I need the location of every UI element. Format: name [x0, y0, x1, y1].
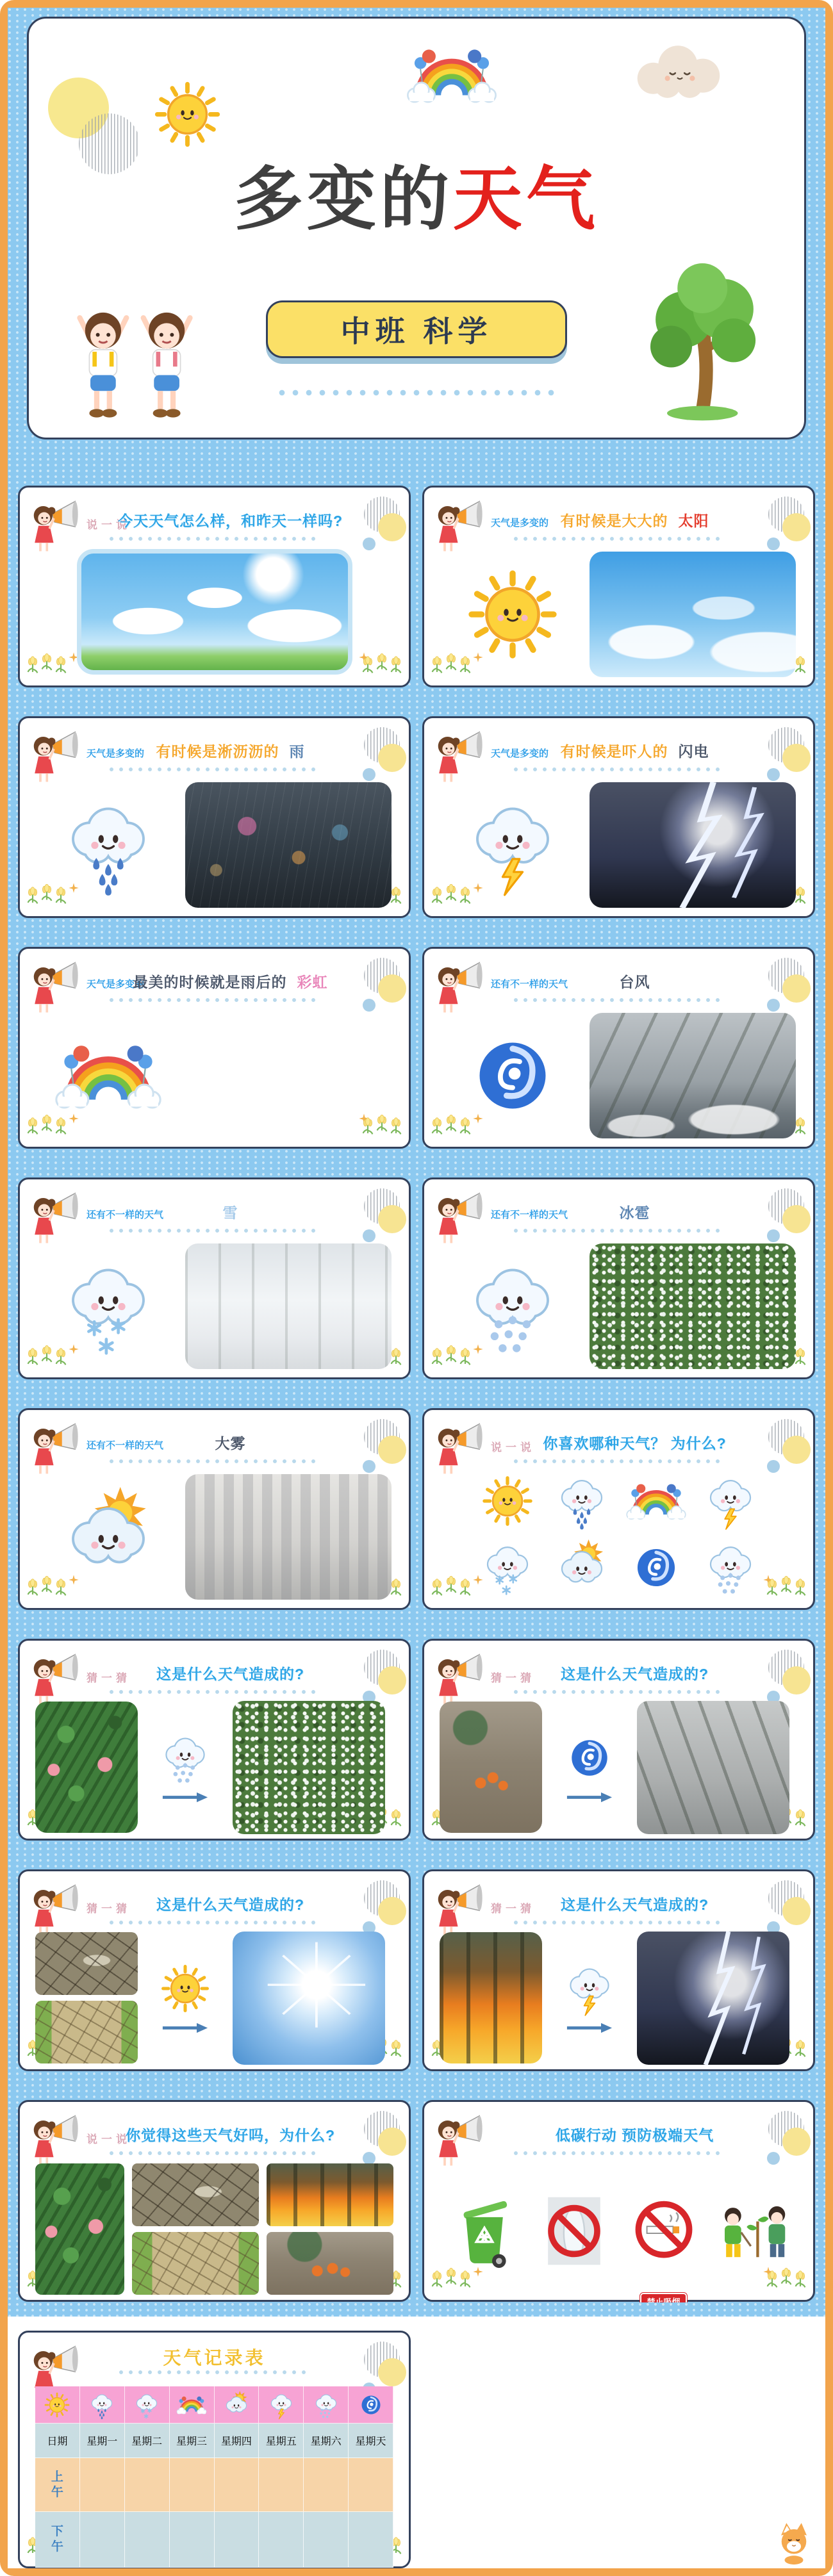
slide-content — [440, 549, 798, 679]
yellow-circle-decoration — [378, 1666, 406, 1694]
title-card — [27, 17, 806, 439]
cracked-earth-photo — [35, 1932, 138, 1995]
slide-2 — [18, 486, 411, 687]
pm-cell — [349, 2512, 393, 2568]
blue-circle-decoration — [767, 1460, 780, 1473]
forest-fire-photo — [440, 1932, 542, 2063]
flood-rescue-photo — [267, 2232, 393, 2295]
slide-title-part: 这是什么天气造成的? — [156, 1896, 305, 1913]
compare-left — [35, 1702, 138, 1833]
rainy-city-photo — [185, 782, 392, 908]
slide-badge: 还有不一样的天气 — [491, 1210, 568, 1220]
slide-title-part: 雨 — [289, 743, 305, 760]
hail-cloud-icon — [702, 1539, 759, 1596]
typhoon-icon — [628, 1539, 684, 1596]
day-label: 星期三 — [176, 2436, 208, 2447]
slide-content — [440, 1241, 798, 1371]
slide-15 — [422, 1869, 815, 2071]
pm-cell — [35, 2512, 80, 2568]
sun-icon — [479, 1473, 536, 1529]
table-day-cell — [215, 2424, 260, 2458]
yellow-circle-decoration — [378, 1897, 406, 1925]
yellow-circle-decoration — [378, 974, 406, 1003]
dotted-divider — [109, 1228, 320, 1234]
slide-title — [78, 1662, 383, 1684]
slide-title-part: 冰雹 — [619, 1204, 650, 1221]
slide-content — [440, 2169, 798, 2293]
sun-icon — [463, 564, 563, 664]
slide-badge: 说一说 — [491, 1441, 535, 1454]
arrow-right-icon — [566, 1791, 613, 1804]
slide-title-part: 太阳 — [678, 513, 709, 529]
slide-row — [8, 688, 825, 919]
lightning-storm-photo — [590, 782, 796, 908]
slide-badge: 天气是多变的 — [491, 518, 549, 529]
slide-title — [482, 1432, 788, 1453]
blue-circle-decoration — [363, 537, 375, 550]
slide-11 — [422, 1408, 815, 1610]
tree-icon — [642, 254, 767, 422]
slide-4 — [18, 716, 411, 918]
dotted-divider — [109, 767, 320, 773]
table-icon-cell — [259, 2386, 304, 2424]
slide-content — [35, 1472, 393, 1602]
slide-title-part: 天气记录表 — [163, 2348, 266, 2368]
yellow-circle-decoration — [378, 2358, 406, 2386]
dotted-divider — [279, 389, 554, 397]
pm-cell — [80, 2512, 125, 2568]
yellow-circle-decoration — [782, 2128, 811, 2156]
sun-icon — [43, 2391, 71, 2419]
cracked-earth-photo — [132, 2163, 259, 2226]
slide-title — [78, 971, 383, 992]
blue-circle-decoration — [767, 1229, 780, 1242]
dotted-divider — [513, 536, 725, 542]
lightning-cloud-icon — [563, 1962, 616, 2015]
table-icon-cell — [304, 2386, 349, 2424]
yellow-circle-decoration — [378, 1436, 406, 1464]
sun-cloud-icon — [58, 1487, 158, 1587]
slide-content — [35, 1702, 393, 1832]
hail-leaves-photo — [233, 1701, 385, 1834]
slide-row — [8, 1149, 825, 1380]
am-cell — [170, 2458, 215, 2512]
sunny-sky-photo — [590, 552, 796, 677]
rainbow-balloons-icon — [384, 33, 519, 117]
last-slide-row — [8, 2302, 825, 2568]
blue-circle-decoration — [767, 768, 780, 781]
pm-cell — [259, 2512, 304, 2568]
pm-cell — [304, 2512, 349, 2568]
typhoon-coast-photo — [590, 1013, 796, 1138]
snow-cloud-icon — [58, 1256, 158, 1356]
compare-left — [440, 1932, 542, 2063]
yellow-circle-decoration — [782, 1666, 811, 1694]
arrow-right-icon — [161, 1791, 209, 1804]
compare-left — [440, 1702, 542, 1833]
page-inner — [8, 8, 825, 2568]
no-plastic-icon — [536, 2285, 613, 2296]
slide-10 — [18, 1408, 411, 1610]
yellow-circle-decoration — [782, 974, 811, 1003]
slide-title — [78, 2124, 383, 2145]
table-icon-cell — [349, 2386, 393, 2424]
row-label: 上 午 — [51, 2470, 63, 2499]
lightning-storm-photo — [637, 1932, 789, 2065]
weather-record-table — [35, 2386, 393, 2568]
blue-circle-decoration — [767, 999, 780, 1012]
slide-13 — [422, 1639, 815, 1841]
flood-rescue-photo — [440, 1702, 542, 1833]
slide-6 — [18, 947, 411, 1149]
slide-title — [20, 2344, 409, 2370]
action-item — [446, 2169, 523, 2293]
dry-riverbed-photo — [132, 2232, 259, 2295]
dotted-divider — [119, 2370, 311, 2375]
lightning-cloud-icon — [463, 795, 563, 895]
table-day-cell — [80, 2424, 125, 2458]
sun-icon — [158, 1962, 212, 2015]
typhoon-icon — [357, 2391, 385, 2419]
dotted-divider — [513, 1459, 725, 1464]
slide-content — [440, 1702, 798, 1832]
slide-title-part: 有时候是淅沥沥的 — [156, 743, 279, 760]
slide-title — [482, 2124, 788, 2145]
deck-title-red: 天气 — [453, 160, 600, 238]
slide-title-part: 有时候是吓人的 — [560, 743, 668, 760]
slide-17 — [422, 2100, 815, 2302]
day-label: 日期 — [47, 2436, 68, 2447]
bubble-meadow-photo — [185, 1013, 392, 1138]
slide-14 — [18, 1869, 411, 2071]
rainbow-icon — [58, 1026, 158, 1126]
slide-badge: 猜一猜 — [491, 1903, 535, 1915]
arrow-right-icon — [161, 2022, 209, 2035]
slide-title-part: 闪电 — [678, 743, 709, 760]
slide-9 — [422, 1177, 815, 1379]
dotted-divider — [109, 1920, 320, 1926]
slide-title — [482, 1662, 788, 1684]
yellow-circle-decoration — [782, 513, 811, 541]
table-day-cell — [170, 2424, 215, 2458]
yellow-circle-decoration — [378, 744, 406, 772]
table-day-cell — [35, 2424, 80, 2458]
beige-cloud-icon — [625, 38, 734, 103]
slide-title — [482, 1893, 788, 1914]
dotted-divider — [109, 2151, 320, 2156]
yellow-circle-decoration — [378, 2128, 406, 2156]
day-label: 星期一 — [87, 2436, 118, 2447]
day-label: 星期六 — [310, 2436, 342, 2447]
typhoon-icon — [563, 1731, 616, 1785]
blue-circle-decoration — [363, 1460, 375, 1473]
slide-title — [482, 971, 788, 992]
am-cell — [125, 2458, 170, 2512]
yellow-circle-decoration — [782, 1897, 811, 1925]
am-cell — [349, 2458, 393, 2512]
pm-cell — [215, 2512, 260, 2568]
slide-7 — [422, 947, 815, 1149]
lightning-cloud-icon — [267, 2391, 295, 2419]
weather-icon-grid — [440, 1473, 798, 1596]
yellow-circle-decoration — [782, 1436, 811, 1464]
slide-content — [35, 1241, 393, 1371]
slide-badge: 天气是多变的 — [87, 748, 145, 759]
slide-badge: 还有不一样的天气 — [87, 1440, 164, 1451]
slide-badge: 猜一猜 — [491, 1672, 535, 1684]
slide-content — [440, 1933, 798, 2063]
table-day-cell — [125, 2424, 170, 2458]
compare-left — [35, 1932, 138, 2063]
slide-title-part: 最美的时候就是雨后的 — [133, 974, 287, 990]
day-label: 星期二 — [131, 2436, 163, 2447]
deck-title — [29, 144, 804, 243]
table-icon-cell — [215, 2386, 260, 2424]
compare-middle — [152, 1731, 219, 1804]
subtitle-pill — [266, 300, 567, 358]
slide-content — [35, 780, 393, 910]
arrow-right-icon — [566, 2022, 613, 2035]
rain-cloud-icon — [554, 1473, 610, 1529]
fox-icon — [774, 2521, 814, 2566]
dotted-divider — [109, 997, 320, 1003]
yellow-circle-decoration — [378, 1205, 406, 1233]
slide-title-part: 低碳行动 预防极端天气 — [555, 2127, 714, 2144]
sun-cloud-icon — [554, 1539, 610, 1596]
sky-watcher-photo — [77, 549, 352, 675]
slide-badge: 说一说 — [87, 2133, 131, 2145]
sun-face-icon — [151, 78, 224, 151]
slide-content — [35, 2163, 393, 2293]
slide-title — [78, 1893, 383, 1914]
table-icon-cell — [35, 2386, 80, 2424]
slide-title — [78, 1201, 383, 1222]
hail-cloud-icon — [312, 2391, 340, 2419]
sun-cloud-icon — [222, 2391, 251, 2419]
slide-title — [482, 740, 788, 761]
typhoon-icon — [463, 1026, 563, 1126]
pm-cell — [170, 2512, 215, 2568]
gallery-grid — [132, 2163, 393, 2293]
dry-riverbed-photo — [35, 2001, 138, 2063]
slide-content — [35, 549, 393, 679]
blue-circle-decoration — [363, 1229, 375, 1242]
day-label: 星期天 — [355, 2436, 386, 2447]
dotted-divider — [513, 1920, 725, 1926]
watermelons-photo — [35, 2163, 124, 2295]
slide-badge: 还有不一样的天气 — [491, 979, 568, 990]
slide-content — [440, 780, 798, 910]
yellow-circle-decoration — [782, 1205, 811, 1233]
snow-cloud-icon — [133, 2391, 161, 2419]
slide-title-part: 今天天气怎么样，和昨天一样吗? — [117, 513, 343, 529]
slide-5 — [422, 716, 815, 918]
slide-title-part: 大雾 — [215, 1435, 246, 1452]
title-slide — [8, 8, 825, 457]
table-day-cell — [349, 2424, 393, 2458]
slide-badge: 天气是多变的 — [491, 748, 549, 759]
am-cell — [259, 2458, 304, 2512]
am-cell — [35, 2458, 80, 2512]
table-day-cell — [304, 2424, 349, 2458]
rain-cloud-icon — [58, 795, 158, 895]
slide-18 — [18, 2331, 411, 2568]
forest-fire-photo — [267, 2163, 393, 2226]
slides-grid — [8, 457, 825, 2568]
compare-middle — [556, 1962, 623, 2035]
slide-title-part: 你喜欢哪种天气？ 为什么? — [543, 1435, 727, 1452]
table-day-cell — [259, 2424, 304, 2458]
day-label: 星期四 — [220, 2436, 252, 2447]
dotted-divider — [513, 997, 725, 1003]
slide-title-part: 彩虹 — [297, 974, 328, 990]
slide-8 — [18, 1177, 411, 1379]
dotted-divider — [513, 767, 725, 773]
blue-circle-decoration — [363, 2152, 375, 2165]
rainbow-icon — [177, 2391, 206, 2419]
hail-cloud-icon — [158, 1731, 212, 1785]
blue-circle-decoration — [363, 999, 375, 1012]
dotted-divider — [109, 1459, 320, 1464]
plant-tree-icon — [715, 2285, 792, 2296]
slide-content — [35, 1010, 393, 1140]
row-label: 下 午 — [51, 2525, 63, 2554]
yellow-circle-decoration — [378, 513, 406, 541]
hail-leaves-photo — [590, 1243, 796, 1369]
action-item — [625, 2169, 702, 2293]
snow-cloud-icon — [479, 1539, 536, 1596]
slide-title-part: 雪 — [222, 1204, 238, 1221]
slide-title — [78, 509, 383, 530]
lightning-cloud-icon — [702, 1473, 759, 1529]
slide-row — [8, 1611, 825, 1841]
slide-badge: 猜一猜 — [87, 1672, 131, 1684]
slide-title-part: 你觉得这些天气好吗，为什么? — [125, 2127, 336, 2144]
dotted-divider — [513, 2151, 725, 2156]
slide-16 — [18, 2100, 411, 2302]
slide-3 — [422, 486, 815, 687]
slide-title-part: 有时候是大大的 — [560, 513, 668, 529]
slide-row — [8, 457, 825, 688]
pm-cell — [125, 2512, 170, 2568]
table-icon-cell — [125, 2386, 170, 2424]
slide-title — [78, 1432, 383, 1453]
action-item — [715, 2169, 792, 2293]
compare-middle — [152, 1962, 219, 2035]
slide-content — [440, 1010, 798, 1140]
recycle-bin-icon — [446, 2285, 523, 2296]
slide-title — [78, 740, 383, 761]
typhoon-palms-photo — [637, 1701, 789, 1834]
girl-icon — [431, 2110, 487, 2174]
dotted-divider — [109, 1689, 320, 1695]
day-label: 星期五 — [265, 2436, 297, 2447]
rain-cloud-icon — [88, 2391, 116, 2419]
slide-row — [8, 1841, 825, 2072]
dotted-divider — [513, 1689, 725, 1695]
foggy-city-photo — [185, 1474, 392, 1600]
slide-content — [440, 1472, 798, 1602]
slide-row — [8, 2072, 825, 2302]
rainbow-icon — [628, 1473, 684, 1529]
slide-title — [482, 1201, 788, 1222]
action-item — [536, 2169, 613, 2293]
blue-circle-decoration — [767, 537, 780, 550]
am-cell — [304, 2458, 349, 2512]
blue-circle-decoration — [767, 2152, 780, 2165]
slide-content — [35, 1933, 393, 2063]
deck-title-black: 多变的 — [233, 160, 453, 238]
yellow-circle-decoration — [782, 744, 811, 772]
am-cell — [80, 2458, 125, 2512]
dotted-divider — [109, 536, 320, 542]
slide-badge: 猜一猜 — [87, 1903, 131, 1915]
slide-title-part: 这是什么天气造成的? — [560, 1896, 709, 1913]
slide-title-part: 这是什么天气造成的? — [560, 1666, 709, 1682]
slide-badge: 还有不一样的天气 — [87, 1210, 164, 1220]
slide-badge: 天气是多变的 — [87, 979, 145, 990]
slide-title-part: 台风 — [619, 974, 650, 990]
table-icon-cell — [80, 2386, 125, 2424]
slide-title — [482, 509, 788, 530]
am-cell — [215, 2458, 260, 2512]
slide-badge: 说一说 — [87, 519, 131, 531]
kids-icon — [66, 288, 204, 425]
hail-cloud-icon — [463, 1256, 563, 1356]
glaring-sun-photo — [233, 1932, 385, 2065]
watermelons-photo — [35, 1702, 138, 1833]
compare-middle — [556, 1731, 623, 1804]
slide-title-part: 这是什么天气造成的? — [156, 1666, 305, 1682]
subtitle-label: 中班 科学 — [340, 315, 493, 348]
table-icon-cell — [170, 2386, 215, 2424]
slide-12 — [18, 1639, 411, 1841]
slide-row — [8, 1380, 825, 1611]
blue-circle-decoration — [363, 768, 375, 781]
slide-row — [8, 919, 825, 1149]
snowy-park-photo — [185, 1243, 392, 1369]
dotted-divider — [513, 1228, 725, 1234]
